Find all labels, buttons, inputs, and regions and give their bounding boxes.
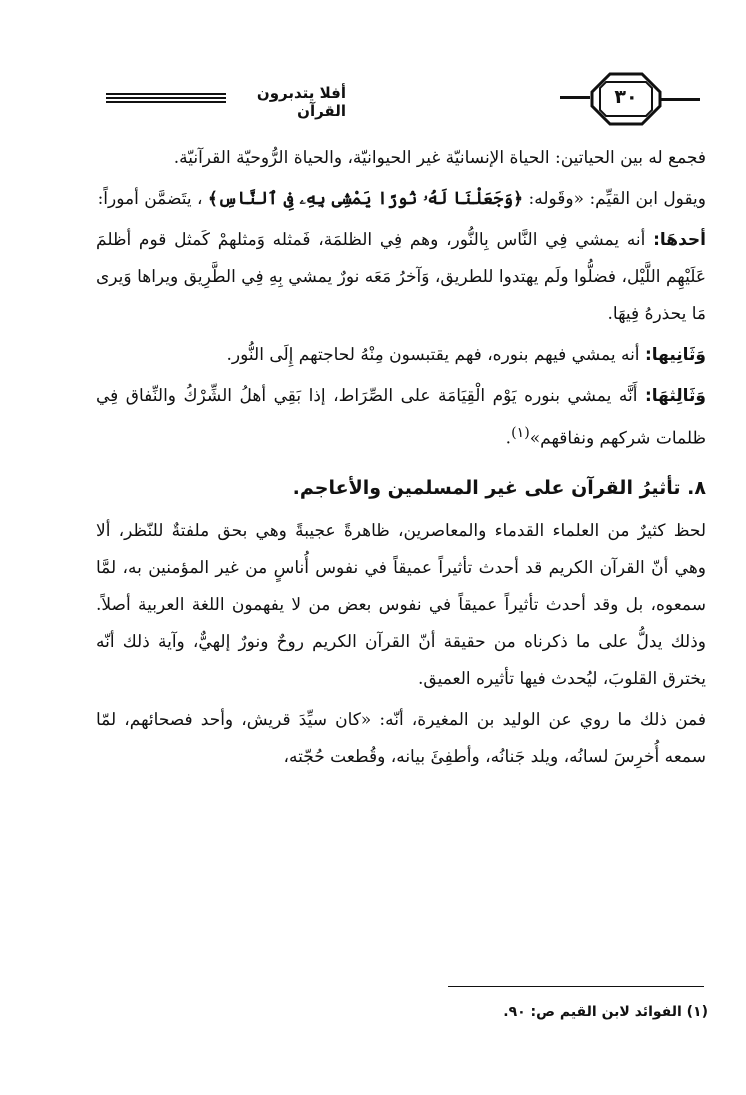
footnote-ref: (١) xyxy=(511,425,530,441)
paragraph-7 xyxy=(96,702,706,776)
paragraph-7-prefix: فمن ذلك ما روي عن الوليد بن المغيرة، أنّه: xyxy=(379,709,706,730)
first-point-text: أنه يمشي فِي النَّاس بِالنُّور، وهم فِي الظلمَة، فَمثله وَمثلهمْ كَمثل قوم أظلمَ عَلَيْهِم اللَّيْل، فضلُّوا ولَم يهتدوا للطريق، وَآخرُ مَعَه نورٌ يمشي بِهِ فِي الطَّرِيق ويراها وَيرى مَا يحذرهُ فِيهَا. xyxy=(96,230,706,324)
page-number: ٣٠ xyxy=(614,86,638,108)
third-point-label: وَثَالِثهَا: xyxy=(644,386,706,406)
third-point-end: . xyxy=(505,428,512,449)
page-number-ornament xyxy=(586,68,666,130)
first-point-label: أحدهَا: xyxy=(653,230,706,250)
paragraph-2 xyxy=(96,181,706,218)
paragraph-4 xyxy=(96,337,706,374)
quran-verse: ﴿وَجَعَلْنَا لَهُۥ نُورًا يَمْشِى بِهِۦ فِى ٱلنَّاسِ﴾ xyxy=(207,189,524,209)
header-rule-right xyxy=(660,98,700,101)
second-point-text: أنه يمشي فيهم بنوره، فهم يقتبسون مِنْهُ لحاجتهم إِلَى النُّور. xyxy=(226,345,640,365)
paragraph-2-suffix: ، يتَضمَّن أموراً: xyxy=(97,189,203,209)
third-point-text: أَنَّه يمشي بنوره يَوْم الْقِيَامَة على الصِّرَاط، إذا بَقِي أهلُ الشِّرْكُ والنِّفاق فِي ظلمات شركهم ونفاقهم» xyxy=(96,386,706,449)
main-text xyxy=(96,140,706,780)
footnote: (١) الفوائد لابن القيم ص: ٩٠. xyxy=(503,1004,708,1020)
paragraph-3 xyxy=(96,222,706,333)
paragraph-6: لحظ كثيرٌ من العلماء القدماء والمعاصرين، ظاهرةً عجيبةً وهي بحق ملفتةٌ للنّظر، ألا وهي أنّ القرآن الكريم قد أحدث تأثيراً عميقاً في نفوس أُناسٍ من غير المؤمنين به، لمَّا سمعوه، بل وقد أحدث تأثيراً عميقاً في نفوس بعض من لا يفهمون اللغة العربية أصلاً. وذلك يدلُّ على ما ذكرناه من حقيقة أنّ القرآن الكريم روحٌ ونورٌ إلهيٌّ، وآية ذلك أنّه يخترق القلوبَ، ليُحدث فيها تأثيره العميق. xyxy=(96,520,706,689)
footnote-rule xyxy=(448,986,704,987)
paragraph-2-prefix: ويقول ابن القيِّم: «وقَوله: xyxy=(528,189,706,209)
paragraph-1: فجمع له بين الحياتين: الحياة الإنسانيّة غير الحيوانيّة، والحياة الرُّوحيّة القرآنيّة. xyxy=(173,148,706,168)
second-point-label: وَثَانِيها: xyxy=(644,345,706,365)
paragraph-7-quote: «كان سيِّدَ قريش، وأحد فصحائهم، لمّا سمعه أُخرِسَ لسانُه، ويلد جَنانُه، وأطفِئَ بيانه، وقُطعت حُجّته، xyxy=(96,709,706,767)
paragraph-5 xyxy=(96,378,706,458)
header-rule-middle xyxy=(560,96,590,99)
section-heading: ٨. تأثيرُ القرآن على غير المسلمين والأعاجم. xyxy=(292,476,706,499)
running-title: أفلا يتدبرون القرآن xyxy=(256,84,346,120)
header-bars xyxy=(106,93,226,104)
